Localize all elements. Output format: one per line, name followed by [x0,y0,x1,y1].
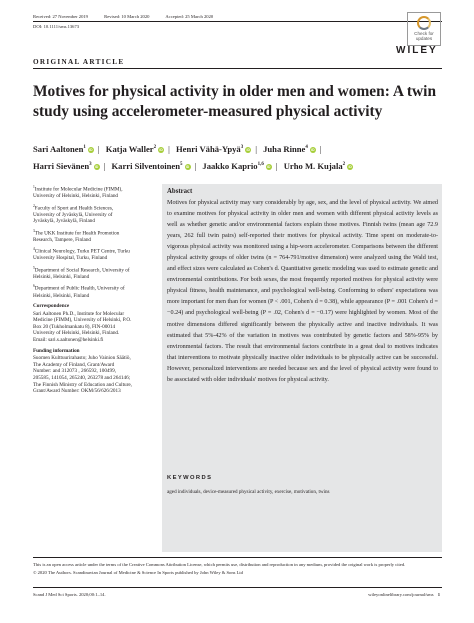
author-separator: | [97,143,100,154]
author-separator: | [275,161,278,172]
doi[interactable]: DOI: 10.1111/sms.13673 [33,24,80,29]
revised-date: Revised: 10 March 2020 [104,14,150,19]
journal-footer [355,592,440,598]
footer-divider [33,587,442,588]
orcid-icon[interactable]: iD [185,165,190,170]
journal-url[interactable]: wileyonlinelibrary.com/journal/sms [368,592,434,597]
affiliations-column [33,184,133,397]
orcid-icon[interactable]: iD [246,147,250,152]
keywords-heading: KEYWORDS [167,475,213,481]
author-name[interactable]: Juha Rinne$^4$ iD [263,143,315,154]
author-name[interactable]: Urho M. Kujala$^2$ iD [283,161,352,172]
author-separator: | [194,161,197,172]
correspondence-text: Sari Aaltonen Ph.D., Institute for Molecular Medicine (FIMM), University of Helsinki, P.O. Box 20 (Tukholmankatu 8), FIN-00014 University of Helsinki, Helsinki, Finland. Email: sari.s.aaltonen@helsinki.fi [33,310,132,344]
author-name[interactable]: Katja Waller$^2$ iD [105,143,163,154]
author-name[interactable]: Henri Vähä-Ypyä$^3$ iD [175,143,250,154]
correspondence-heading: Correspondence [33,303,70,310]
abstract-box [162,184,442,552]
accepted-date: Accepted: 25 March 2020 [165,14,214,19]
title-divider [33,68,442,69]
check-for-updates-badge[interactable] [407,12,441,46]
author-name[interactable]: Sari Aaltonen$^1$ iD [33,143,93,154]
author-list [33,140,443,175]
license-text: This is an open access article under the terms of the Creative Commons Attribution License, which permits use, distribution and reproduction in any medium, provided the original work is properly cited. [33,562,406,567]
author-name[interactable]: Jaakko Kaprio$^{1,6}$ iD [202,161,271,172]
page-number: 1 [437,592,440,597]
received-date: Received: 27 November 2019 [33,14,88,19]
affiliation: $^2$Faculty of Sport and Health Sciences, University of Jyväskylä, University of Jyväskylä, Jyväskylä, Finland [33,203,114,225]
author-separator: | [103,161,106,172]
publisher-logo: WILEY [396,45,438,56]
license-block [33,562,443,577]
affiliation: $^4$Clinical Neurology, Turku PET Centre, Turku University Hospital, Turku, Finland [33,247,130,262]
abstract-heading: Abstract [167,188,193,195]
license-divider [33,557,442,558]
submission-dates [33,14,228,20]
funding-text: Suomen Kulttuurirahasto; Juho Vainion Säätiö, The Academy of Finland, Grant/Award Number: and 312073 , 266592, 100499, 205585, 141054, 265240, 263278 and 264146; The Finnish Ministry of Education and Culture, Grant/Award Number: OKM/56/626/2013 [33,355,132,395]
update-badge-icon [417,16,431,30]
orcid-icon[interactable]: iD [159,147,163,152]
paper-title: Motives for physical activity in older men and women: A twin study using accelerometer-measured physical activity [33,83,437,120]
copyright-text: © 2020 The Authors. Scandinavian Journal of Medicine & Science In Sports published by John Wiley & Sons Ltd [33,569,243,575]
author-separator: | [255,143,257,154]
orcid-icon[interactable]: iD [267,165,271,170]
orcid-icon[interactable]: iD [311,147,315,152]
author-name[interactable]: Harri Sievänen$^3$ iD [33,161,99,172]
journal-citation: Scand J Med Sci Sports. 2020;00:1–14. [33,592,106,597]
header-divider [33,21,442,22]
orcid-icon[interactable]: iD [348,165,352,170]
abstract-text: Motives for physical activity may vary considerably by age, sex, and the level of physical activity. We aimed to examine motives for physical activity in older men and women with different physical activity levels as well as whether genetic and/or environmental factors explain those motives. Finnish twins (mean age 72.9 years, 262 full twin pairs) self-reported their motives for physical activity. Time spent on moderate-to-vigorous physical activity was monitored using a hip-worn accelerometer. Comparisons between the different physical activity groups of older twins (n = 764-791/motive dimension) were analyzed using the Wald test, and effect sizes were calculated as Cohen's d. Quantitative genetic modeling was used to estimate genetic and environmental contributions. For both sexes, the most frequently reported motives for physical activity were physical fitness, health maintenance, and psychological well-being. Conforming to others' expectations was more important for men than for women (P < .001, Cohen's d = 0.38), while appearance (P = .001 Cohen's d = −0.24) and psychological well-being (P = .02, Cohen's d = −0.17) were highlighted by women. Most of the motive dimensions differed significantly between the physically active and inactive individuals. It was estimated that 5%-42% of the variation in motives was contributed by genetic factors and 58%-95% by environmental factors. The result that environmental factors contribute in a great deal to motives indicates that interventions to motivate physically inactive older individuals to be physically active can be successful. However, personalized interventions are needed because sex and the level of physical activity were found to be associated with older individuals' motives for physical activity. [167,200,438,383]
author-separator: | [168,143,170,154]
author-name[interactable]: Karri Silventoinen$^5$ iD [111,161,190,172]
orcid-icon[interactable]: iD [94,165,99,170]
author-separator: | [319,143,322,154]
update-badge-label: Check for updates [414,31,434,42]
affiliation: $^5$Department of Social Research, University of Helsinki, Helsinki, Finland [33,265,130,280]
affiliation: $^1$Institute for Molecular Medicine (FIMM), University of Helsinki, Helsinki, Finland [33,185,123,200]
affiliation: $^3$The UKK Institute for Health Promotion Research, Tampere, Finland [33,228,120,243]
article-type: ORIGINAL ARTICLE [33,58,125,66]
funding-heading: Funding information [33,347,80,354]
affiliation: $^6$Department of Public Health, University of Helsinki, Helsinki, Finland [33,284,125,299]
keywords-text: aged individuals, device-measured physical activity, exercise, motivation, twins [167,489,330,495]
orcid-icon[interactable]: iD [89,147,93,152]
